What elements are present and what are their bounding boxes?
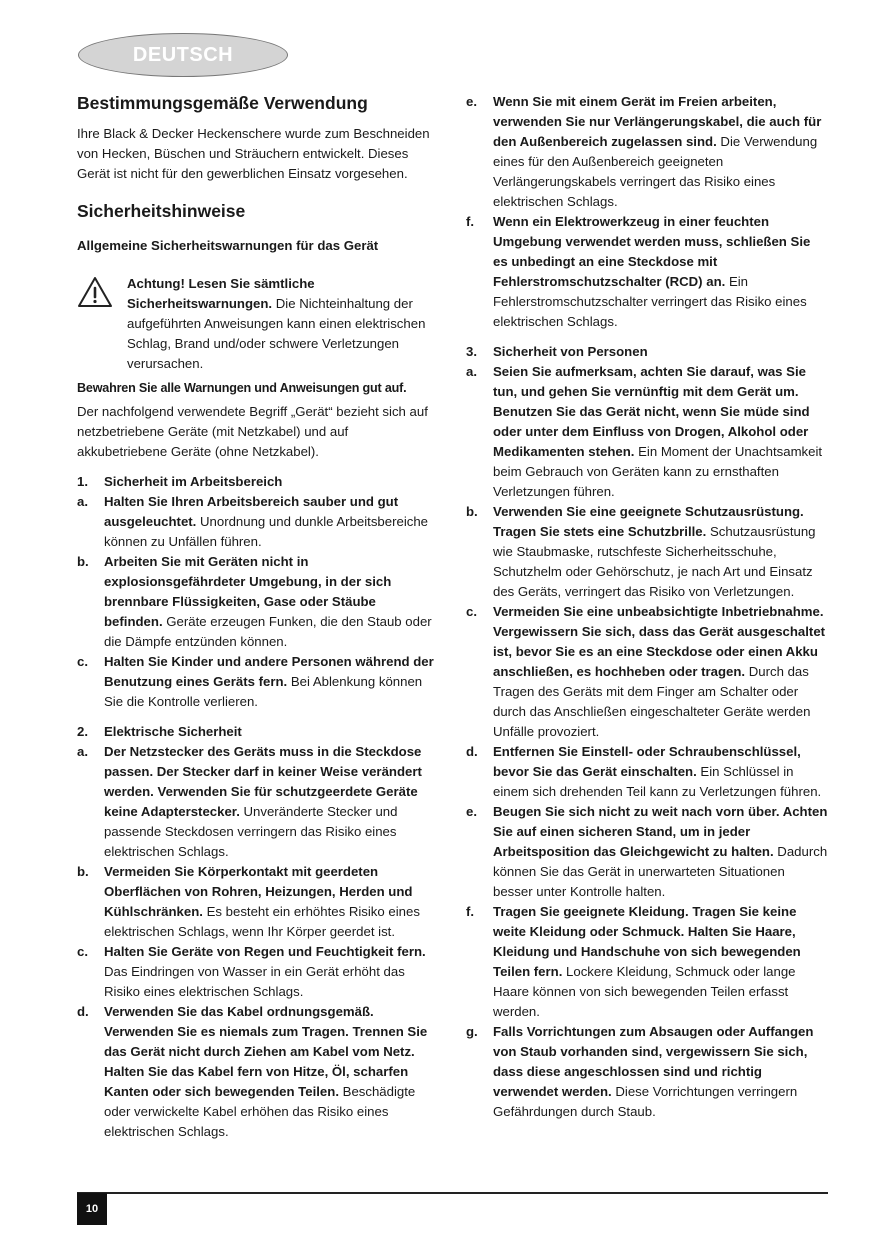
- item-bold: Entfernen Sie Einstell- oder Schraubenschlüssel, bevor Sie das Gerät einschalten.: [493, 744, 801, 779]
- list-item: [77, 1002, 437, 1142]
- item-bold: Vermeiden Sie eine unbeabsichtigte Inbetriebnahme. Vergewissern Sie sich, dass das Gerät ausgeschaltet ist, bevor Sie es an eine Steckdose oder einen Akku anschließen, es hochheben oder tragen.: [493, 604, 826, 679]
- section-personal-safety: [466, 342, 828, 1122]
- item-marker: a.: [466, 364, 477, 379]
- list-item: [77, 862, 437, 942]
- item-marker: d.: [466, 744, 478, 759]
- section-work-area: [77, 472, 437, 712]
- item-marker: c.: [466, 604, 477, 619]
- list-item: [466, 92, 828, 212]
- list-item: [466, 1022, 828, 1122]
- item-bold: Falls Vorrichtungen zum Absaugen oder Auffangen von Staub vorhanden sind, vergewissern Sie sich, dass diese angeschlossen sind und richtig verwendet werden.: [493, 1024, 814, 1099]
- list-item: [466, 902, 828, 1022]
- section-heading: Sicherheit von Personen: [493, 344, 648, 359]
- footer-rule: [77, 1192, 828, 1194]
- page-number: 10: [77, 1193, 107, 1225]
- term-definition: Der nachfolgend verwendete Begriff „Gerät“ bezieht sich auf netzbetriebene Geräte (mit Netzkabel) und auf akkubetriebene Geräte (ohne Netzkabel).: [77, 404, 428, 459]
- item-bold: Seien Sie aufmerksam, achten Sie darauf, was Sie tun, und gehen Sie vernünftig mit dem Gerät um. Benutzen Sie das Gerät nicht, wenn Sie müde sind oder unter dem Einfluss von Drogen, Alkohol oder Medikamenten stehen.: [493, 364, 810, 459]
- item-bold: Tragen Sie geeignete Kleidung. Tragen Sie keine weite Kleidung oder Schmuck. Halten Sie Haare, Kleidung und Handschuhe von sich bewegenden Teilen fern.: [493, 904, 801, 979]
- item-text: Es besteht ein erhöhtes Risiko eines elektrischen Schlags, wenn Ihr Körper geerdet ist.: [104, 904, 420, 939]
- item-text: Durch das Tragen des Geräts mit dem Finger am Schalter oder durch das Anschließen eingeschalteter Geräte werden Unfälle provoziert.: [493, 664, 811, 739]
- list-item: [77, 742, 437, 862]
- list-item: [466, 742, 828, 802]
- list-item: [77, 942, 437, 1002]
- item-marker: b.: [77, 554, 89, 569]
- language-label: DEUTSCH: [132, 44, 234, 66]
- item-bold: Vermeiden Sie Körperkontakt mit geerdeten Oberflächen von Rohren, Heizungen, Herden und Kühlschränken.: [104, 864, 413, 919]
- section-number: 3.: [466, 344, 477, 359]
- item-text: Die Verwendung eines für den Außenbereich geeigneten Verlängerungskabels verringert das Risiko eines elektrischen Schlags.: [493, 134, 818, 209]
- item-marker: e.: [466, 804, 477, 819]
- warning-triangle-icon: [77, 274, 127, 374]
- warning-bold: Achtung! Lesen Sie sämtliche Sicherheitswarnungen.: [127, 276, 315, 311]
- item-marker: a.: [77, 494, 88, 509]
- list-item: [466, 362, 828, 502]
- keep-instructions: Bewahren Sie alle Warnungen und Anweisungen gut auf.: [77, 381, 407, 395]
- item-text: Beschädigte oder verwickelte Kabel erhöhen das Risiko eines elektrischen Schlags.: [104, 1084, 416, 1139]
- item-text: Ein Fehlerstromschutzschalter verringert das Risiko eines elektrischen Schlags.: [493, 274, 807, 329]
- warning-block: [77, 274, 437, 374]
- item-bold: Halten Sie Kinder und andere Personen während der Benutzung eines Geräts fern.: [104, 654, 434, 689]
- section-heading: Elektrische Sicherheit: [104, 724, 242, 739]
- item-text: Unveränderte Stecker und passende Steckdosen verringern das Risiko eines elektrischen Schlags.: [104, 804, 398, 859]
- item-text: Unordnung und dunkle Arbeitsbereiche können zu Unfällen führen.: [104, 514, 429, 549]
- section-number: 1.: [77, 474, 88, 489]
- item-text: Schutzausrüstung wie Staubmaske, rutschfeste Sicherheitsschuhe, Schutzhelm oder Gehörschutz, je nach Art und Einsatz des Geräts, verringert das Risiko von Verletzungen.: [493, 524, 816, 599]
- warning-text: Die Nichteinhaltung der aufgeführten Anweisungen kann einen elektrischen Schlag, Brand und/oder schwere Verletzungen verursachen.: [127, 296, 426, 371]
- list-item: [77, 552, 437, 652]
- section-electrical: [77, 722, 437, 1142]
- general-warnings-heading: Allgemeine Sicherheitswarnungen für das Gerät: [77, 238, 379, 253]
- item-marker: c.: [77, 944, 88, 959]
- item-bold: Halten Sie Ihren Arbeitsbereich sauber und gut ausgeleuchtet.: [104, 494, 399, 529]
- item-bold: Arbeiten Sie mit Geräten nicht in explosionsgefährdeter Umgebung, in der sich brennbare Flüssigkeiten, Gase oder Stäube befinden.: [104, 554, 392, 629]
- list-item: [77, 652, 437, 712]
- item-marker: g.: [466, 1024, 478, 1039]
- item-text: Ein Schlüssel in einem sich drehenden Teil kann zu Verletzungen führen.: [493, 764, 822, 799]
- language-badge: [78, 33, 288, 77]
- item-text: Dadurch können Sie das Gerät in unerwarteten Situationen besser unter Kontrolle halten.: [493, 844, 828, 899]
- item-text: Ein Moment der Unachtsamkeit beim Gebrauch von Geräten kann zu ernsthaften Verletzungen führen.: [493, 444, 823, 499]
- item-text: Diese Vorrichtungen verringern Gefährdungen durch Staub.: [493, 1084, 798, 1119]
- item-text: Bei Ablenkung können Sie die Kontrolle verlieren.: [104, 674, 423, 709]
- item-bold: Halten Sie Geräte von Regen und Feuchtigkeit fern.: [104, 944, 426, 959]
- item-bold: Beugen Sie sich nicht zu weit nach vorn über. Achten Sie auf einen sicheren Stand, um in jeder Arbeitsposition das Gleichgewicht zu halten.: [493, 804, 828, 859]
- item-marker: b.: [466, 504, 478, 519]
- list-item: [77, 492, 437, 552]
- item-bold: Verwenden Sie das Kabel ordnungsgemäß. Verwenden Sie es niemals zum Tragen. Trennen Sie das Gerät nicht durch Ziehen am Kabel vom Netz. Halten Sie das Kabel fern von Hitze, Öl, scharfen Kanten oder sich bewegenden Teilen.: [104, 1004, 428, 1099]
- section-title-safety: Sicherheitshinweise: [77, 201, 246, 221]
- list-item: [466, 212, 828, 332]
- section-number: 2.: [77, 724, 88, 739]
- item-text: Lockere Kleidung, Schmuck oder lange Haare können von sich bewegenden Teilen erfasst werden.: [493, 964, 796, 1019]
- item-marker: b.: [77, 864, 89, 879]
- item-text: Geräte erzeugen Funken, die den Staub oder die Dämpfe entzünden können.: [104, 614, 432, 649]
- list-item: [466, 602, 828, 742]
- item-bold: Verwenden Sie eine geeignete Schutzausrüstung. Tragen Sie stets eine Schutzbrille.: [493, 504, 804, 539]
- item-bold: Wenn Sie mit einem Gerät im Freien arbeiten, verwenden Sie nur Verlängerungskabel, die auch für den Außenbereich zugelassen sind.: [493, 94, 822, 149]
- item-bold: Der Netzstecker des Geräts muss in die Steckdose passen. Der Stecker darf in keiner Weise verändert werden. Verwenden Sie für schutzgeerdete Geräte keine Adapterstecker.: [104, 744, 422, 819]
- item-marker: f.: [466, 904, 475, 919]
- left-column: [77, 92, 437, 1142]
- section-heading: Sicherheit im Arbeitsbereich: [104, 474, 283, 489]
- item-text: Das Eindringen von Wasser in ein Gerät erhöht das Risiko eines elektrischen Schlags.: [104, 964, 405, 999]
- item-marker: d.: [77, 1004, 89, 1019]
- item-marker: a.: [77, 744, 88, 759]
- item-bold: Wenn ein Elektrowerkzeug in einer feuchten Umgebung verwendet werden muss, schließen Sie es unbedingt an eine Steckdose mit Fehlerstromschutzschalter (RCD) an.: [493, 214, 811, 289]
- right-column: [466, 92, 828, 1122]
- list-item: [466, 502, 828, 602]
- intended-use-text: Ihre Black & Decker Heckenschere wurde zum Beschneiden von Hecken, Büschen und Sträuchern entwickelt. Dieses Gerät ist nicht für den gewerblichen Einsatz vorgesehen.: [77, 126, 430, 181]
- item-marker: c.: [77, 654, 88, 669]
- item-marker: e.: [466, 94, 477, 109]
- list-item: [466, 802, 828, 902]
- item-marker: f.: [466, 214, 475, 229]
- section-title-intended-use: Bestimmungsgemäße Verwendung: [77, 93, 368, 113]
